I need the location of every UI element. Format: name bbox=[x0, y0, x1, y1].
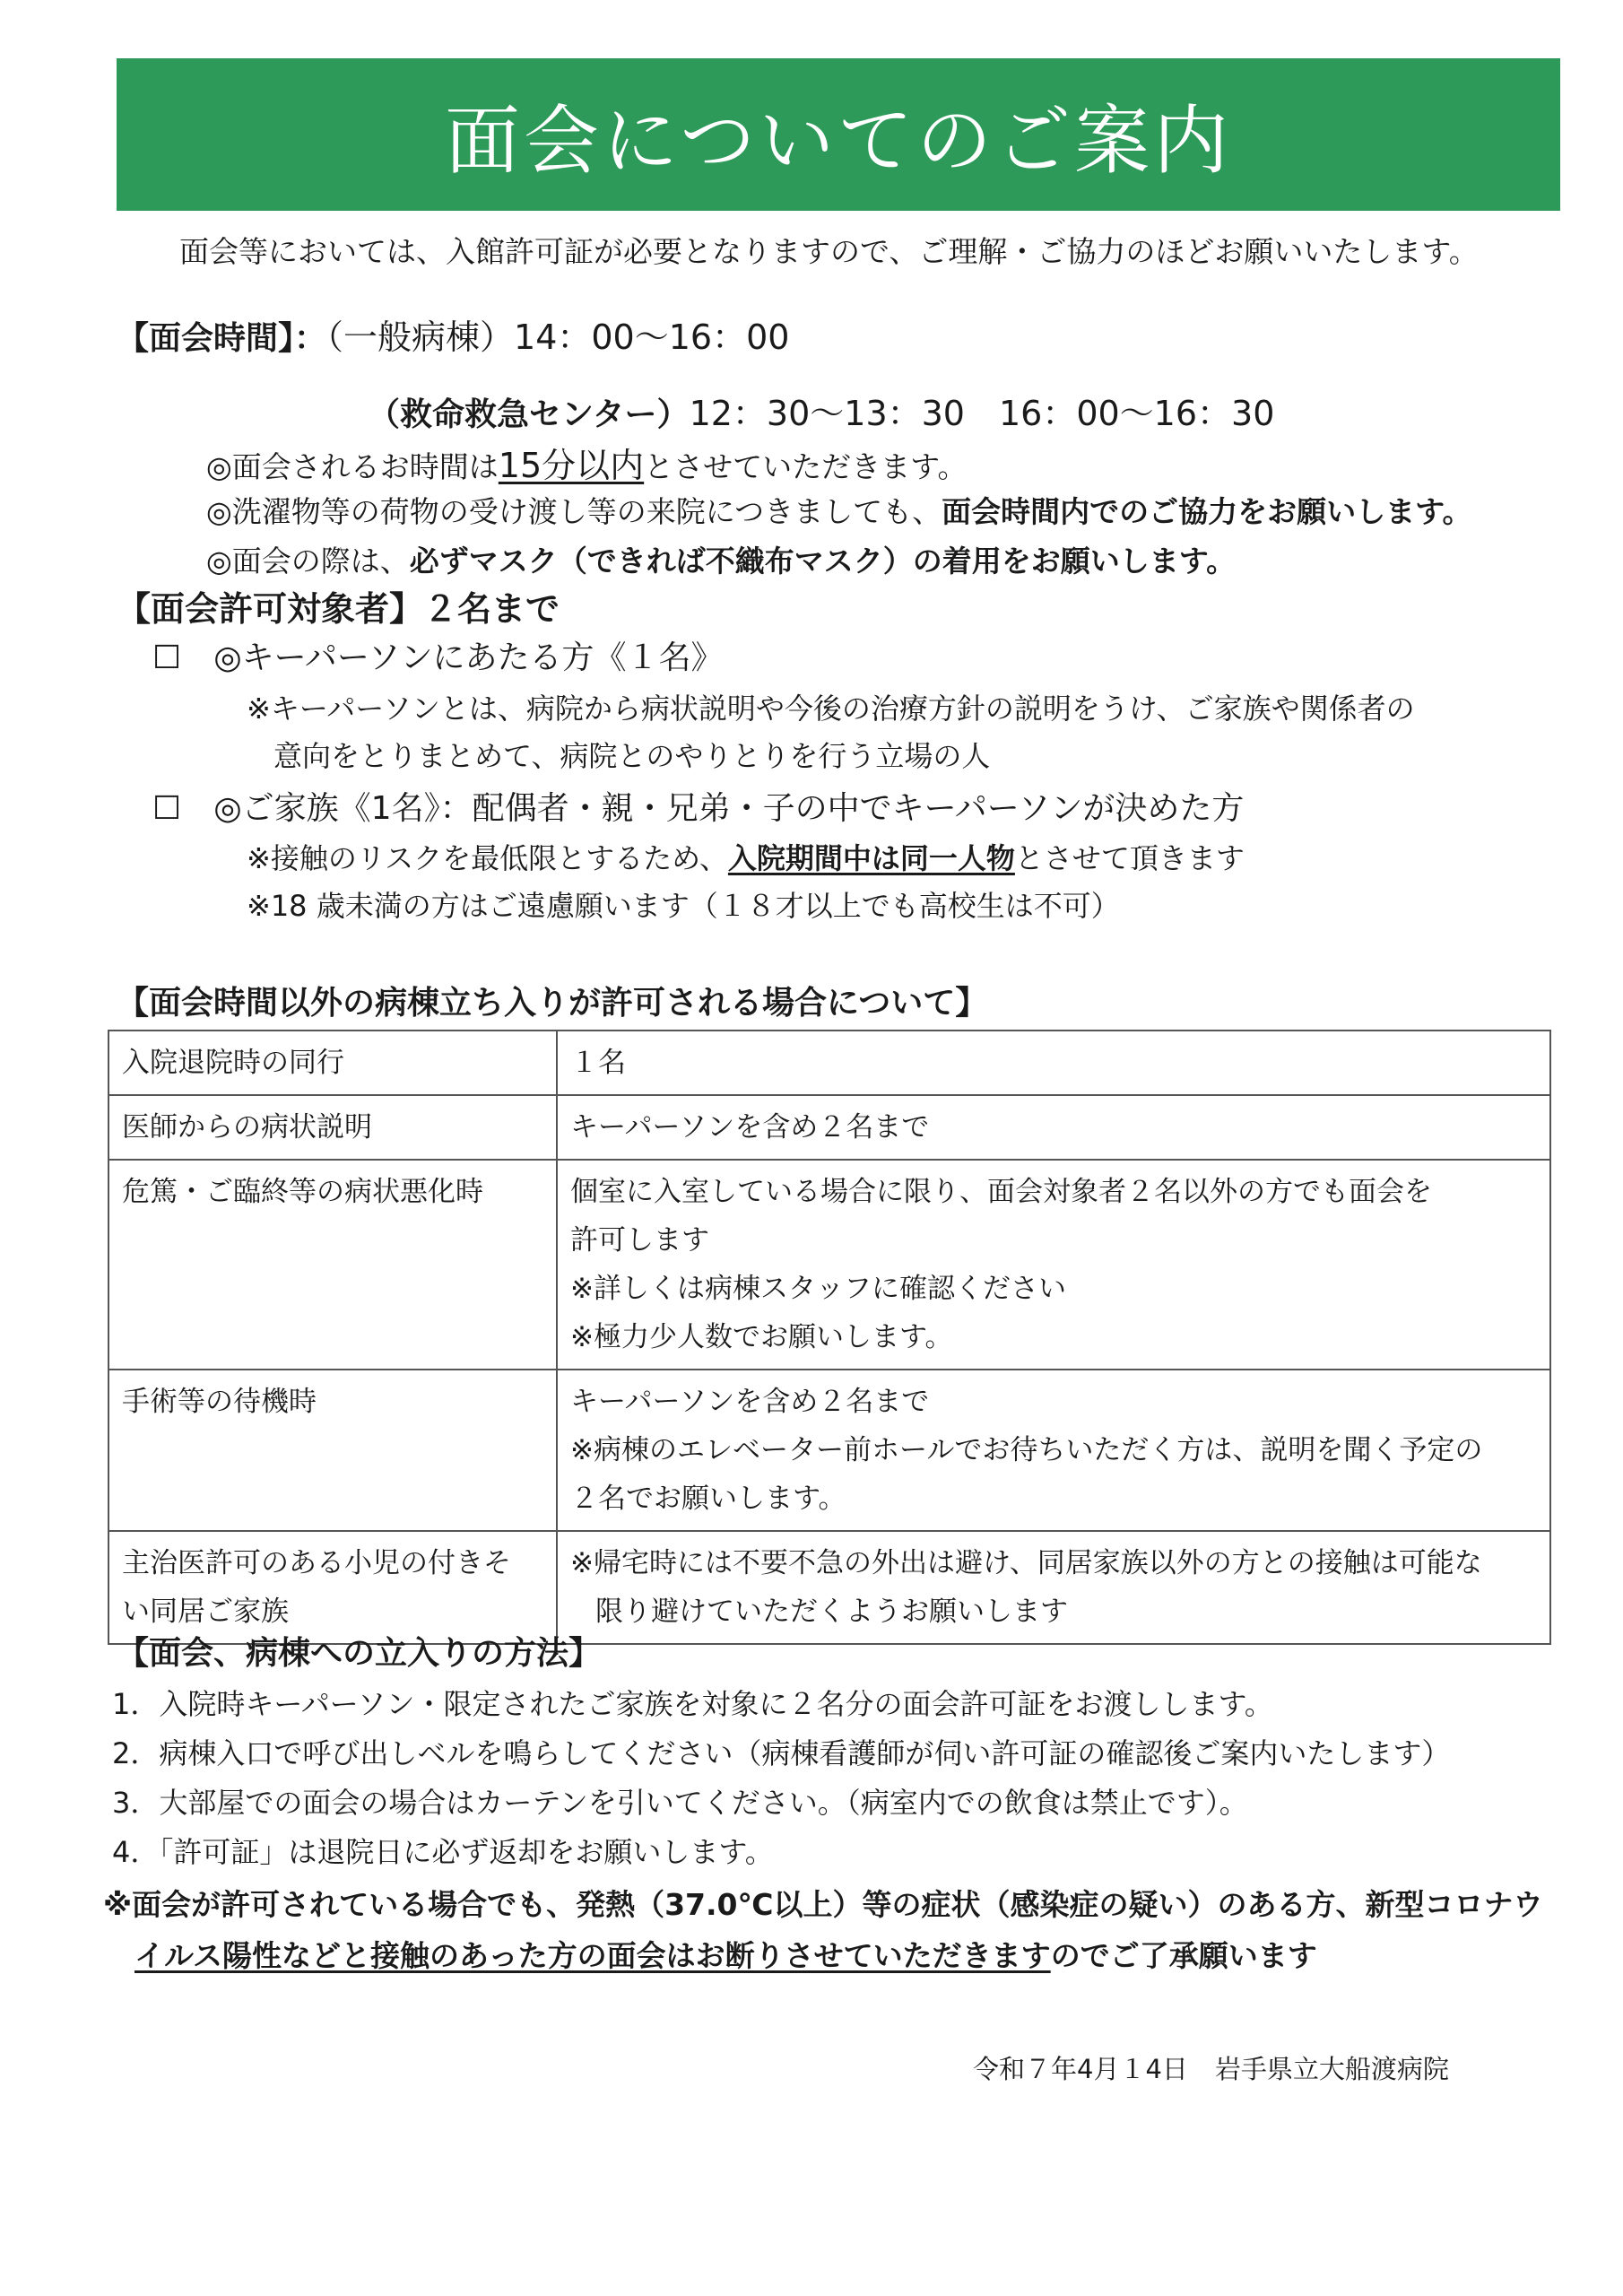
table-row bbox=[108, 1095, 1550, 1160]
visit-exceptions-table bbox=[108, 1030, 1551, 1645]
note-laundry bbox=[206, 489, 1472, 531]
note-duration-emphasis: 15分以内 bbox=[498, 446, 645, 485]
cell-text: 主治医許可のある小児の付きそ bbox=[122, 1547, 511, 1579]
table-cell bbox=[557, 1095, 1550, 1160]
keyperson-item: ☐ ◎キーパーソンにあたる方《１名》 bbox=[152, 639, 724, 676]
cell-text: 危篤・ご臨終等の病状悪化時 bbox=[122, 1176, 483, 1208]
general-ward-hours: （一般病棟）14：00〜16：00 bbox=[326, 317, 790, 357]
cell-text: ※帰宅時には不要不急の外出は避け、同居家族以外の方との接触は可能な bbox=[570, 1547, 1482, 1579]
family-note-1 bbox=[247, 836, 1245, 877]
cell-text: キーパーソンを含め２名まで bbox=[570, 1111, 930, 1144]
note-duration-after: とさせていただきます。 bbox=[644, 449, 968, 484]
keyperson-note-1: ※キーパーソンとは、病院から病状説明や今後の治療方針の説明をうけ、ご家族や関係者の bbox=[247, 691, 1415, 726]
warning-line-2 bbox=[135, 1933, 1317, 1975]
cell-text: ※病棟のエレベーター前ホールでお待ちいただく方は、説明を聞く予定の bbox=[570, 1434, 1483, 1466]
cell-text: 個室に入室している場合に限り、面会対象者２名以外の方でも面会を bbox=[570, 1176, 1432, 1208]
title-banner bbox=[117, 58, 1560, 211]
method-item-3: 3．大部屋での面会の場合はカーテンを引いてください。（病室内での飲食は禁止です）。 bbox=[112, 1786, 1248, 1820]
cell-text: １名 bbox=[570, 1047, 626, 1079]
cell-text: 手術等の待機時 bbox=[122, 1386, 317, 1418]
note-duration-text: ◎面会されるお時間は bbox=[206, 449, 499, 484]
er-hours bbox=[368, 386, 1274, 435]
family-note-1-after: とさせて頂きます bbox=[1014, 841, 1245, 875]
cell-text: ２名でお願いします。 bbox=[570, 1483, 846, 1515]
note-mask bbox=[206, 538, 1236, 580]
family-note-1-text: ※接触のリスクを最低限とするため、 bbox=[247, 841, 728, 875]
warning-emphasis: イルス陽性などと接触のあった方の面会はお断りさせていただきます bbox=[135, 1938, 1051, 1973]
table-cell bbox=[108, 1095, 557, 1160]
method-item-4: 4．「許可証」は退院日に必ず返却をお願いします。 bbox=[112, 1835, 774, 1869]
table-cell bbox=[108, 1031, 557, 1095]
cell-text: ※詳しくは病棟スタッフに確認ください bbox=[570, 1273, 1066, 1305]
table-cell bbox=[557, 1160, 1550, 1370]
note-mask-text: ◎面会の際は、 bbox=[206, 544, 410, 578]
cell-text: 医師からの病状説明 bbox=[122, 1111, 372, 1144]
table-row bbox=[108, 1031, 1550, 1095]
table-row bbox=[108, 1370, 1550, 1531]
table-cell bbox=[557, 1031, 1550, 1095]
intro-text: 面会等においては、入館許可証が必要となりますので、ご理解・ご協力のほどお願いいたします。 bbox=[179, 234, 1479, 269]
method-item-1: 1．入院時キーパーソン・限定されたご家族を対象に２名分の面会許可証をお渡しします。 bbox=[112, 1687, 1273, 1721]
table-cell bbox=[557, 1370, 1550, 1531]
family-item: ☐ ◎ご家族《1名》：配偶者・親・兄弟・子の中でキーパーソンが決めた方 bbox=[152, 790, 1245, 827]
note-duration bbox=[206, 438, 968, 487]
er-label: （救命救急センター） bbox=[368, 396, 690, 433]
table-cell bbox=[108, 1370, 557, 1531]
page-title: 面会についてのご案内 bbox=[444, 96, 1233, 185]
cell-text: 入院退院時の同行 bbox=[122, 1047, 344, 1079]
table-cell bbox=[557, 1531, 1550, 1644]
cell-text: ※極力少人数でお願いします。 bbox=[570, 1321, 953, 1353]
method-heading: 【面会、病棟への立入りの方法】 bbox=[117, 1635, 602, 1672]
table-row bbox=[108, 1160, 1550, 1370]
visiting-hours-heading bbox=[117, 309, 789, 359]
note-mask-emphasis: 必ずマスク（できれば不織布マスク）の着用をお願いします。 bbox=[409, 544, 1237, 578]
hospital-name: 岩手県立大船渡病院 bbox=[1214, 2054, 1449, 2084]
warning-line-1: ※面会が許可されている場合でも、発熱（37.0℃以上）等の症状（感染症の疑い）のある方、新型コロナウ bbox=[103, 1887, 1543, 1922]
cell-text: キーパーソンを含め２名まで bbox=[570, 1386, 930, 1418]
cell-text: い同居ご家族 bbox=[122, 1596, 289, 1628]
footer bbox=[973, 2049, 1449, 2086]
issue-date: 令和７年4月１4日 bbox=[973, 2054, 1188, 2084]
cell-text: 許可します bbox=[570, 1224, 709, 1257]
visitor-heading: 【面会許可対象者】２名まで bbox=[117, 589, 560, 629]
method-item-2: 2．病棟入口で呼び出しベルを鳴らしてください（病棟看護師が伺い許可証の確認後ご案内いたします） bbox=[112, 1736, 1451, 1770]
keyperson-note-2: 意向をとりまとめて、病院とのやりとりを行う立場の人 bbox=[273, 739, 991, 773]
warning-after: のでご了承願います bbox=[1050, 1938, 1317, 1973]
family-note-2: ※18 歳未満の方はご遠慮願います（１８才以上でも高校生は不可） bbox=[247, 889, 1120, 923]
table-cell bbox=[108, 1160, 557, 1370]
family-note-1-emphasis: 入院期間中は同一人物 bbox=[727, 841, 1015, 875]
note-laundry-text: ◎洗濯物等の荷物の受け渡し等の来院につきましても、 bbox=[206, 494, 942, 529]
er-times: 12：30〜13：30 16：00〜16：30 bbox=[689, 394, 1275, 433]
note-laundry-emphasis: 面会時間内でのご協力をお願いします。 bbox=[942, 494, 1472, 529]
table-heading: 【面会時間以外の病棟立ち入りが許可される場合について】 bbox=[117, 985, 988, 1022]
cell-text: 限り避けていただくようお願いします bbox=[595, 1596, 1068, 1628]
visiting-hours-label: 【面会時間】： bbox=[117, 320, 327, 357]
